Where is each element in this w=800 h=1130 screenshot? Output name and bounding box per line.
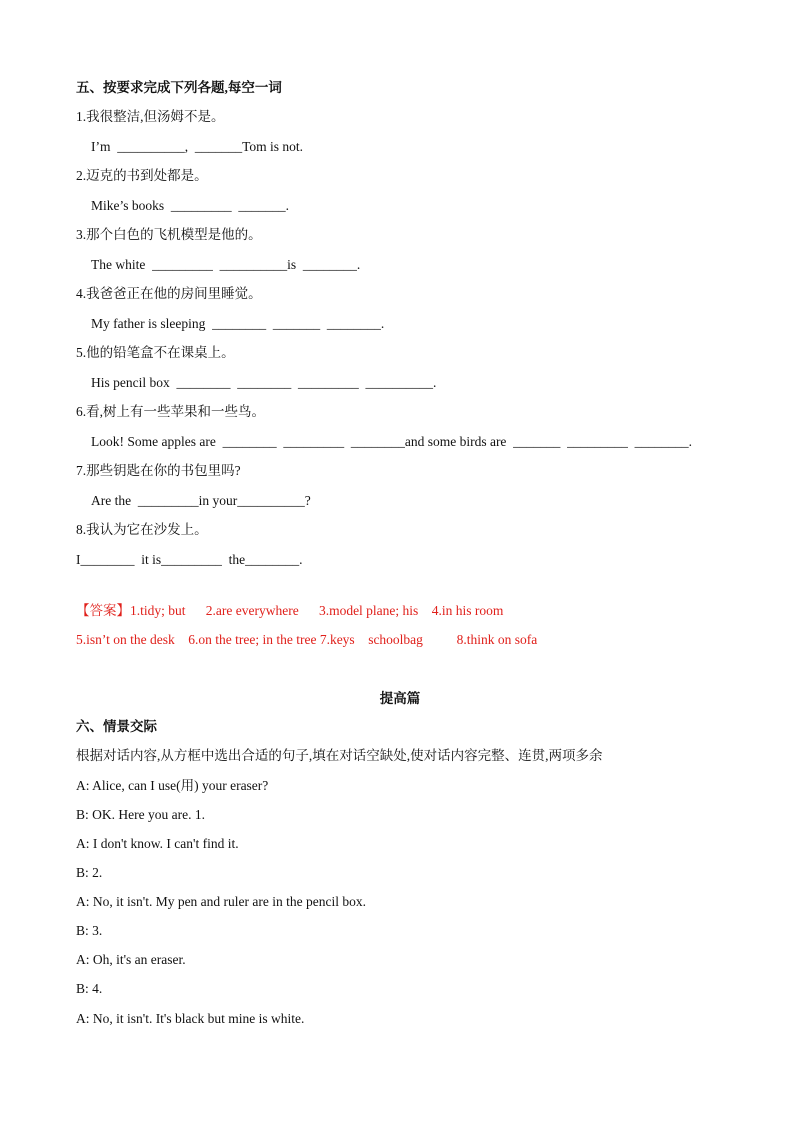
item8-english: I________ it is_________ the________. <box>76 552 303 567</box>
item5-english: His pencil box ________ ________ _________ __________. <box>91 375 437 390</box>
item2-english: Mike’s books _________ _______. <box>91 198 290 213</box>
dialogue-line: A: Alice, can I use(用) your eraser? <box>76 778 269 793</box>
item2-chinese: 2.迈克的书到处都是。 <box>76 168 208 183</box>
item4-chinese: 4.我爸爸正在他的房间里睡觉。 <box>76 286 262 301</box>
section5-title: 五、按要求完成下列各题,每空一词 <box>76 80 282 95</box>
dialogue-line: A: No, it isn't. It's black but mine is white. <box>76 1011 305 1026</box>
advanced-heading: 提高篇 <box>379 691 421 706</box>
item3-english: The white _________ __________is ________. <box>91 257 361 272</box>
item5-chinese: 5.他的铅笔盒不在课桌上。 <box>76 345 235 360</box>
dialogue-line: B: 2. <box>76 865 103 880</box>
item6-chinese: 6.看,树上有一些苹果和一些鸟。 <box>76 404 265 419</box>
item4-english: My father is sleeping ________ _______ ________. <box>91 316 385 331</box>
dialogue-line: B: OK. Here you are. 1. <box>76 807 205 822</box>
item3-chinese: 3.那个白色的飞机模型是他的。 <box>76 227 262 242</box>
item7-english: Are the _________in your__________? <box>91 493 311 508</box>
answer-line-1: 【答案】1.tidy; but 2.are everywhere 3.model plane; his 4.in his room <box>76 603 504 618</box>
item8-chinese: 8.我认为它在沙发上。 <box>76 522 208 537</box>
dialogue-line: A: I don't know. I can't find it. <box>76 836 239 851</box>
dialogue-line: B: 4. <box>76 981 103 996</box>
answer-line-2: 5.isn’t on the desk 6.on the tree; in the tree 7.keys schoolbag 8.think on sofa <box>76 632 538 647</box>
dialogue-line: A: No, it isn't. My pen and ruler are in the pencil box. <box>76 894 366 909</box>
item6-english: Look! Some apples are ________ _________ ________and some birds are _______ _________ ________. <box>91 434 693 449</box>
item1-chinese: 1.我很整洁,但汤姆不是。 <box>76 109 225 124</box>
dialogue-line: A: Oh, it's an eraser. <box>76 952 186 967</box>
dialogue-line: B: 3. <box>76 923 103 938</box>
item1-english: I’m __________, _______Tom is not. <box>91 139 304 154</box>
section6-instruction: 根据对话内容,从方框中选出合适的句子,填在对话空缺处,使对话内容完整、连贯,两项多余 <box>76 748 603 763</box>
section6-title: 六、情景交际 <box>76 719 157 734</box>
item7-chinese: 7.那些钥匙在你的书包里吗? <box>76 463 241 478</box>
